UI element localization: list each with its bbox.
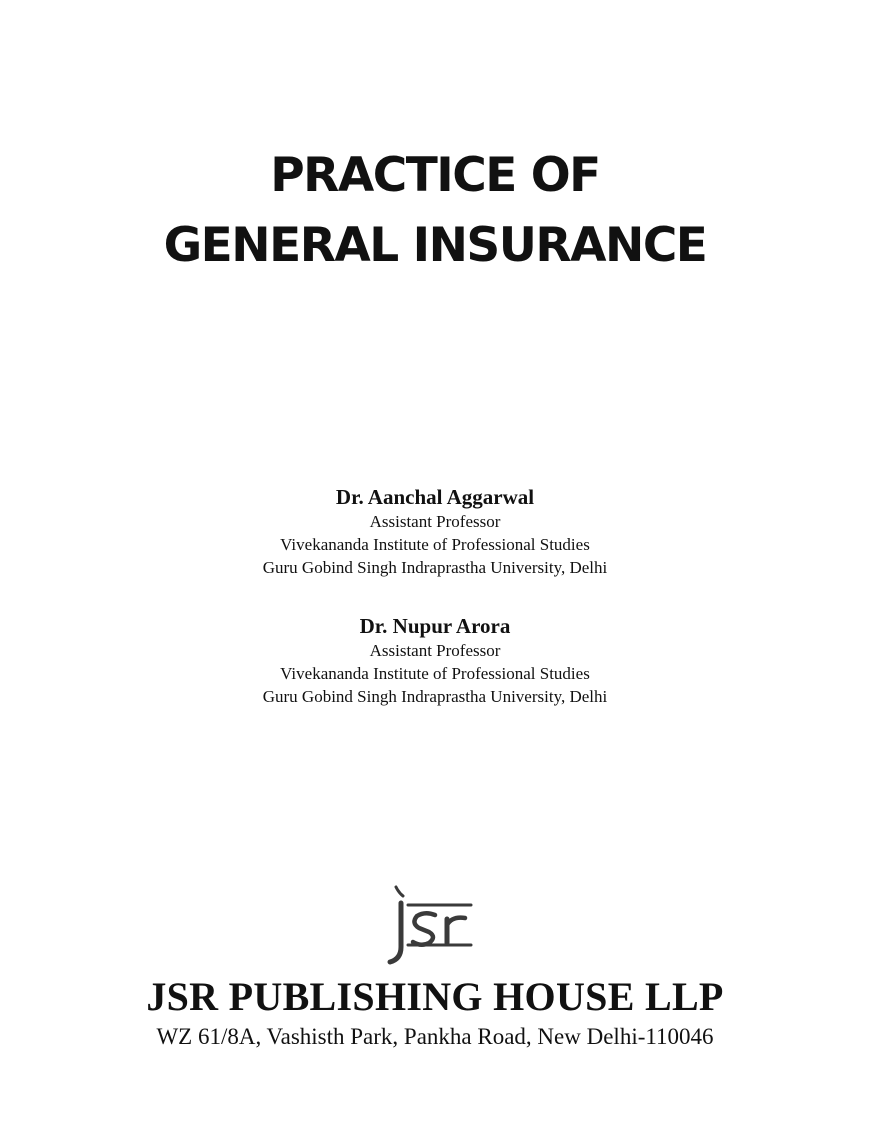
publisher-logo — [381, 885, 477, 967]
author-position: Assistant Professor — [369, 641, 501, 660]
publisher-name: JSR PUBLISHING HOUSE LLP — [146, 974, 724, 1019]
author-block — [0, 484, 870, 579]
author-block — [0, 613, 870, 708]
author-university: Guru Gobind Singh Indraprastha University, Delhi — [262, 558, 608, 577]
author-institute: Vivekananda Institute of Professional Studies — [280, 664, 590, 683]
publisher-address: WZ 61/8A, Vashisth Park, Pankha Road, New Delhi-110046 — [156, 1024, 714, 1049]
author-name: Dr. Nupur Arora — [359, 614, 511, 638]
book-title-line-1: PRACTICE OF — [270, 148, 600, 203]
author-position: Assistant Professor — [369, 512, 501, 531]
book-title-line-2: GENERAL INSURANCE — [163, 218, 707, 273]
author-name: Dr. Aanchal Aggarwal — [335, 485, 535, 509]
author-university: Guru Gobind Singh Indraprastha University, Delhi — [262, 687, 608, 706]
author-institute: Vivekananda Institute of Professional Studies — [280, 535, 590, 554]
